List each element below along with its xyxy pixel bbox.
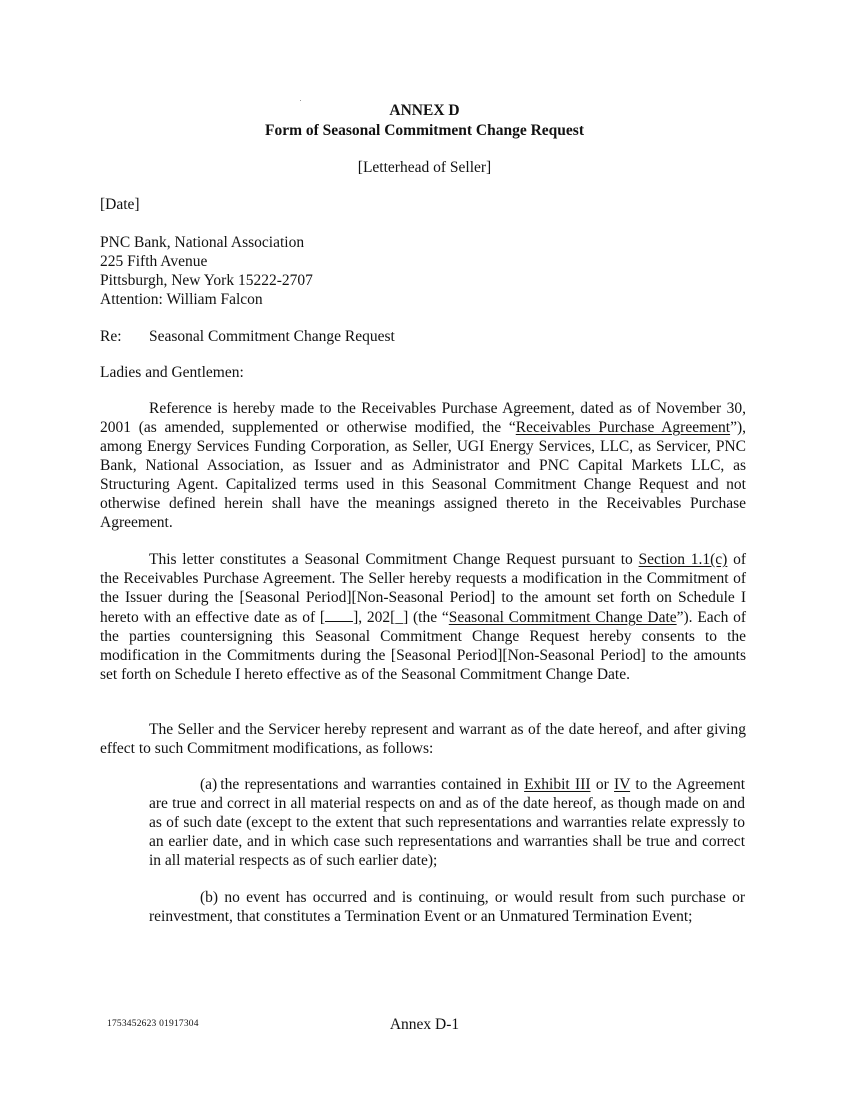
annex-title: ANNEX D <box>389 102 460 119</box>
item-a <box>149 775 745 870</box>
page-number: Annex D-1 <box>389 1016 460 1033</box>
paragraph-text: Reference is hereby made to the Receivables Purchase Agreement, dated as of November 30, 2001 (as amended, supplemented or otherwise modified, the “ <box>100 400 746 436</box>
letterhead-placeholder: [Letterhead of Seller] <box>357 159 492 176</box>
section-reference: Section 1.1(c) <box>638 551 728 568</box>
exhibit-iii-reference: Exhibit III <box>524 776 591 793</box>
re-subject: Seasonal Commitment Change Request <box>149 328 395 345</box>
item-text: to the Agreement are true and correct in all material respects on and as of the date hereof, as though made on and as of such date (except to the extent that such representations and warranties relate expressly to an earlier date, and in which case such representations and warranties shall be true and correct in all material respects as of such earlier date); <box>149 776 745 869</box>
paragraph-request <box>100 550 746 684</box>
item-text: (a) the representations and warranties contained in <box>200 776 525 793</box>
paragraph-text: ], 202[_] (the “ <box>353 609 449 626</box>
addressee-line: PNC Bank, National Association <box>100 234 305 251</box>
item-b: (b) no event has occurred and is continuing, or would result from such purchase or reinvestment, that constitutes a Termination Event or an Unmatured Termination Event; <box>149 889 745 925</box>
exhibit-iv-reference: IV <box>614 776 631 793</box>
re-line <box>100 327 746 346</box>
defined-term-rpa: Receivables Purchase Agreement <box>515 419 731 436</box>
paragraph-text: This letter constitutes a Seasonal Commitment Change Request pursuant to <box>149 551 639 568</box>
paragraph-text: ”). Each of the parties countersigning this Seasonal Commitment Change Request hereby consents to the modification in the Commitments during the [Seasonal Period][Non-Seasonal Period] to the amounts set forth on Schedule I hereto effective as of the Seasonal Commitment Change Date. <box>100 609 747 683</box>
salutation: Ladies and Gentlemen: <box>100 364 244 381</box>
paragraph-text: of the Receivables Purchase Agreement. The Seller hereby requests a modification in the Commitment of the Issuer during the [Seasonal Period][Non-Seasonal Period] to the amount set forth on Schedule I hereto with an effective date as of [ <box>100 551 746 626</box>
paragraph-text: ”), among Energy Services Funding Corporation, as Seller, UGI Energy Services, LLC, as Servicer, PNC Bank, National Association, as Issuer and as Administrator and PNC Capital Markets LLC, as Structuring Agent. Capitalized terms used in this Seasonal Commitment Change Request and not otherwise defined herein shall have the meanings assigned thereto in the Receivables Purchase Agreement. <box>100 419 746 531</box>
defined-term-change-date: Seasonal Commitment Change Date <box>448 609 677 626</box>
addressee-line: Pittsburgh, New York 15222-2707 <box>100 272 313 289</box>
addressee-line: Attention: William Falcon <box>100 291 263 308</box>
date-blank <box>325 607 353 622</box>
paragraph-reference <box>100 399 746 532</box>
addressee-line: 225 Fifth Avenue <box>100 253 208 270</box>
form-title: Form of Seasonal Commitment Change Request <box>264 122 584 139</box>
paragraph-representations: The Seller and the Servicer hereby represent and warrant as of the date hereof, and after giving effect to such Commitment modifications, as follows: <box>100 721 746 757</box>
item-text: or <box>590 776 615 793</box>
date-placeholder: [Date] <box>100 196 140 213</box>
re-label: Re: <box>100 328 122 345</box>
document-id: 1753452623 01917304 <box>107 1019 199 1029</box>
addressee-block <box>100 233 746 309</box>
